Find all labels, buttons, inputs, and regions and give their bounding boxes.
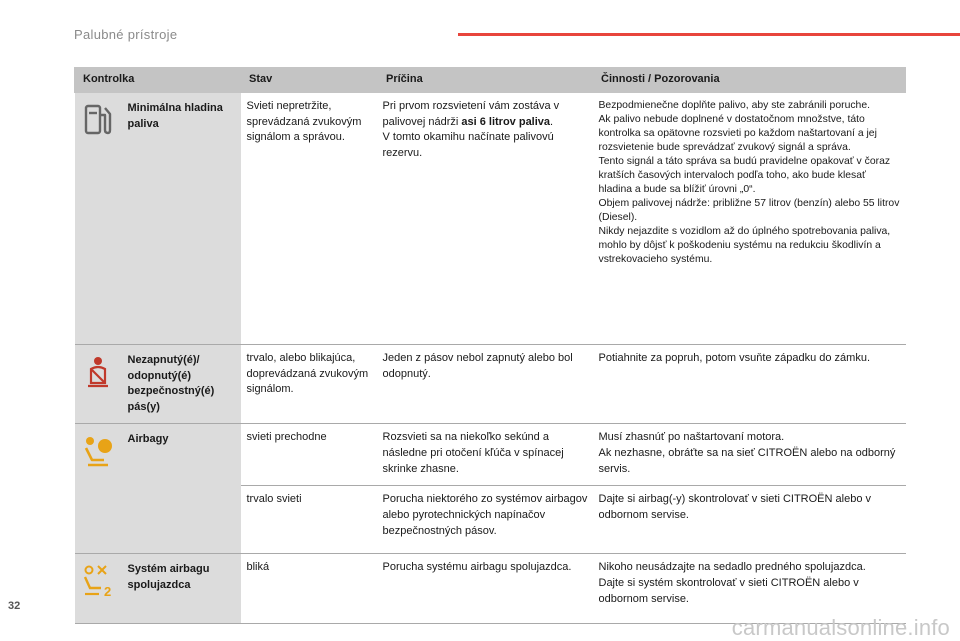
svg-text:2: 2 bbox=[104, 584, 112, 599]
cause-cell bbox=[378, 93, 593, 345]
actions-cell bbox=[593, 554, 906, 624]
column-header: Stav bbox=[241, 68, 378, 93]
cause-text-2: V tomto okamihu načínate palivovú rezervu. bbox=[382, 131, 554, 159]
page-number: 32 bbox=[8, 600, 21, 612]
icon-cell bbox=[75, 554, 122, 624]
cause-cell: Jeden z pásov nebol zapnutý alebo bol odopnutý. bbox=[378, 345, 593, 424]
indicator-name: Airbagy bbox=[122, 424, 241, 554]
header-accent-bar bbox=[458, 33, 960, 36]
fuel-pump-icon bbox=[83, 103, 113, 137]
section-title: Palubné prístroje bbox=[74, 27, 178, 42]
airbag-icon bbox=[82, 434, 114, 468]
cause-cell: Rozsvieti sa na niekoľko sekúnd a následne pri otočení kľúča v spínacej skrinke zhasne. bbox=[378, 424, 593, 486]
table-header-row bbox=[75, 68, 906, 93]
icon-cell bbox=[75, 345, 122, 424]
indicator-name: Nezapnutý(é)/ odopnutý(é) bezpečnostný(é) pás(y) bbox=[122, 345, 241, 424]
state-cell: bliká bbox=[241, 554, 378, 624]
table-row bbox=[75, 554, 906, 624]
action-line: Dajte si systém skontrolovať v sieti CITROËN alebo v odbornom servise. bbox=[598, 576, 859, 605]
state-cell: trvalo svieti bbox=[241, 486, 378, 554]
column-header: Činnosti / Pozorovania bbox=[593, 68, 906, 93]
actions-cell: Potiahnite za popruh, potom vsuňte západku do zámku. bbox=[593, 345, 906, 424]
state-cell: trvalo, alebo blikajúca, doprevádzaná zvukovým signálom. bbox=[241, 345, 378, 424]
icon-cell bbox=[75, 424, 122, 554]
passenger-airbag-off-icon bbox=[81, 564, 115, 598]
cause-cell: Porucha systému airbagu spolujazdca. bbox=[378, 554, 593, 624]
action-line: Musí zhasnúť po naštartovaní motora. bbox=[598, 431, 785, 444]
column-header: Príčina bbox=[378, 68, 593, 93]
cause-highlight: asi 6 litrov paliva bbox=[461, 115, 551, 128]
cause-cell: Porucha niektorého zo systémov airbagov alebo pyrotechnických napínačov bezpečnostných pásov. bbox=[378, 486, 593, 554]
seatbelt-icon bbox=[83, 355, 113, 389]
action-line: Ak palivo nebude doplnené v dostatočnom množstve, táto kontrolka sa opätovne rozsvieti po každom naštartovaní a jej rozsvietenie bude sprevádzať zvukový signál a správa. bbox=[598, 114, 877, 153]
cause-text-end: . bbox=[550, 115, 554, 128]
indicator-name: Minimálna hladina paliva bbox=[122, 93, 241, 345]
action-line: Bezpodmienečne doplňte palivo, aby ste zabránili poruche. bbox=[598, 100, 870, 111]
table-row bbox=[75, 93, 906, 345]
actions-cell bbox=[593, 93, 906, 345]
actions-cell bbox=[593, 424, 906, 486]
state-cell: svieti prechodne bbox=[241, 424, 378, 486]
action-line: Tento signál a táto správa sa budú pravidelne opakovať v čoraz kratších časových intervaloch podľa toho, ako bude klesať hladina a bude sa blížiť úrovni „0“. bbox=[598, 156, 891, 195]
actions-cell: Dajte si airbag(-y) skontrolovať v sieti CITROËN alebo v odbornom servise. bbox=[593, 486, 906, 554]
cause-text: Pri prvom rozsvietení vám zostáva v palivovej nádrži bbox=[382, 100, 560, 128]
table-row bbox=[75, 424, 906, 486]
action-line: Objem palivovej nádrže: približne 57 litrov (benzín) alebo 55 litrov (Diesel). bbox=[598, 198, 900, 223]
action-line: Nikdy nejazdite s vozidlom až do úplného spotrebovania paliva, mohlo by dôjsť k poškodeniu systému na redukciu škodlivín a vstrekovacieho systému. bbox=[598, 226, 891, 265]
icon-cell bbox=[75, 93, 122, 345]
column-header: Kontrolka bbox=[75, 68, 241, 93]
state-cell: Svieti nepretržite, sprevádzaná zvukovým signálom a správou. bbox=[241, 93, 378, 345]
indicator-name: Systém airbagu spolujazdca bbox=[122, 554, 241, 624]
table-row bbox=[75, 345, 906, 424]
action-line: Ak nezhasne, obráťte sa na sieť CITROËN alebo na odborný servis. bbox=[598, 446, 896, 475]
warning-lights-table bbox=[74, 67, 906, 624]
action-line: Nikoho neusádzajte na sedadlo predného spolujazdca. bbox=[598, 561, 866, 574]
watermark: carmanualsonline.info bbox=[731, 615, 950, 640]
